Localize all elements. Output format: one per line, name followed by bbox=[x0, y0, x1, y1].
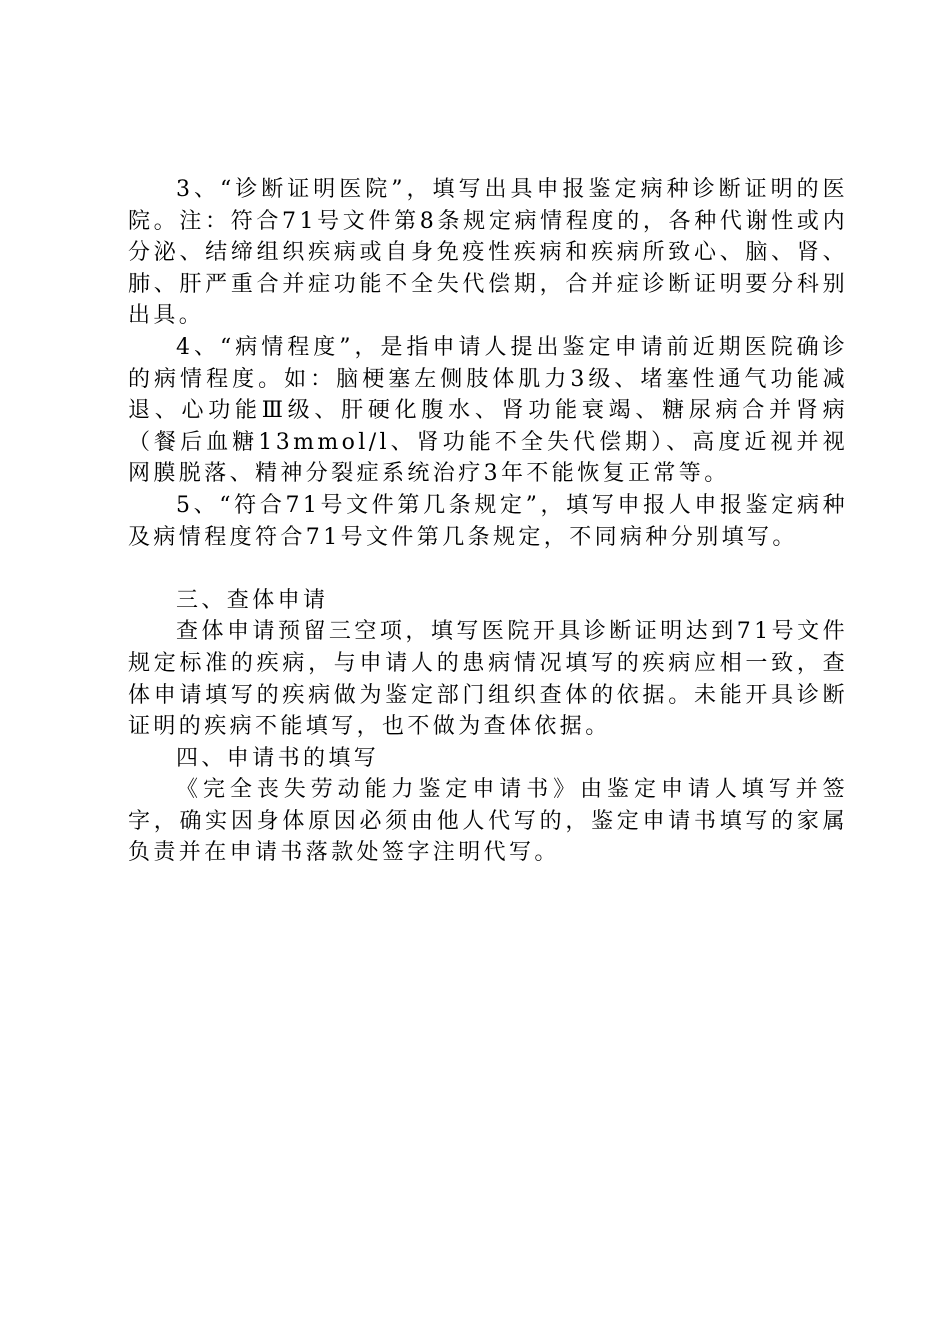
section-body-3: 查体申请预留三空项，填写医院开具诊断证明达到71号文件规定标准的疾病，与申请人的患病情况填写的疾病应相一致，查体申请填写的疾病做为鉴定部门组织查体的依据。未能开具诊断证明的疾病不能填写，也不做为查体依据。 bbox=[128, 619, 848, 740]
section-heading-4: 四、申请书的填写 bbox=[176, 745, 380, 771]
section-heading-3: 三、查体申请 bbox=[176, 587, 329, 613]
blank-line bbox=[128, 553, 848, 585]
section-body-4: 《完全丧失劳动能力鉴定申请书》由鉴定申请人填写并签字，确实因身体原因必须由他人代写的，鉴定申请书填写的家属负责并在申请书落款处签字注明代写。 bbox=[128, 777, 848, 866]
paragraph-item-4: 4、“病情程度”，是指申请人提出鉴定申请前近期医院确诊的病情程度。如：脑梗塞左侧肢体肌力3级、堵塞性通气功能减退、心功能Ⅲ级、肝硬化腹水、肾功能衰竭、糖尿病合并肾病（餐后血糖13mmol/l、肾功能不全失代偿期）、高度近视并视网膜脱落、精神分裂症系统治疗3年不能恢复正常等。 bbox=[128, 334, 848, 487]
paragraph-item-3: 3、“诊断证明医院”，填写出具申报鉴定病种诊断证明的医院。注：符合71号文件第8条规定病情程度的，各种代谢性或内分泌、结缔组织疾病或自身免疫性疾病和疾病所致心、脑、肾、肺、肝严重合并症功能不全失代偿期，合并症诊断证明要分科别出具。 bbox=[128, 177, 848, 329]
paragraph-item-5: 5、“符合71号文件第几条规定”，填写申报人申报鉴定病种及病情程度符合71号文件第几条规定，不同病种分别填写。 bbox=[128, 492, 848, 550]
document-body bbox=[128, 174, 848, 869]
